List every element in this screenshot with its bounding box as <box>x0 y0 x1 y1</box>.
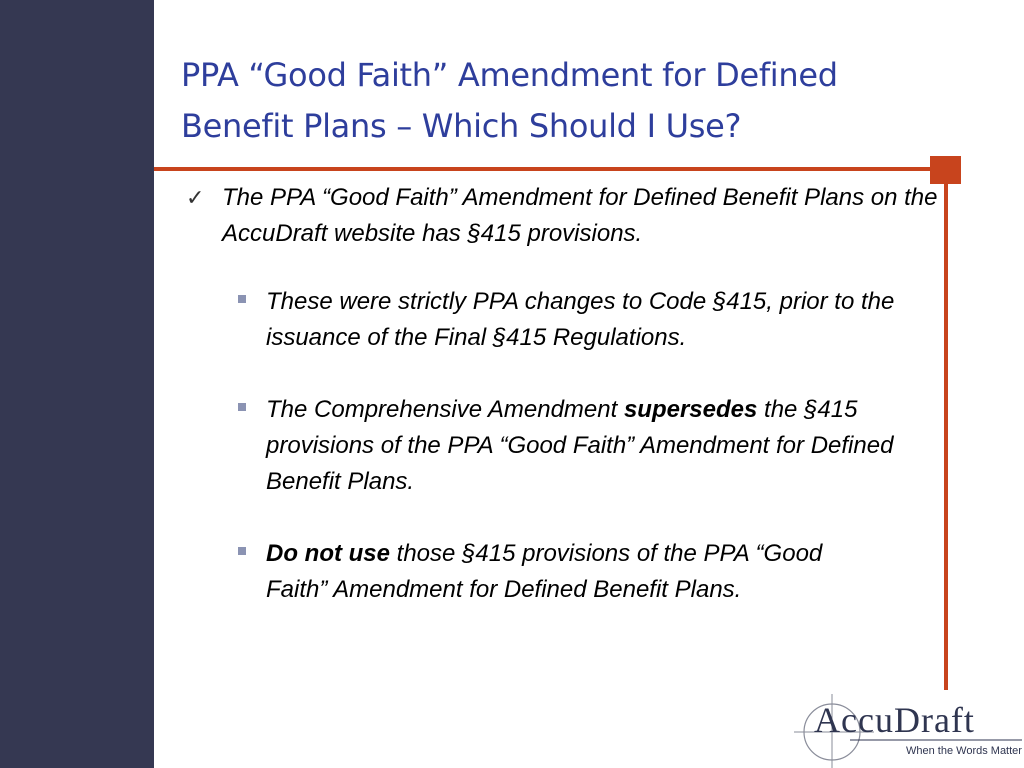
sub-point-2-post: the §415 provisions of the PPA “Good Faith” Amendment for Defined Benefit Plans. <box>266 396 894 495</box>
square-bullet-icon <box>238 295 246 303</box>
title-line-2: Benefit Plans – Which Should I Use? <box>181 107 742 145</box>
sub-point-3-bold: Do not use <box>266 540 390 567</box>
main-point: The PPA “Good Faith” Amendment for Defined Benefit Plans on the AccuDraft website has §415 provisions. <box>222 184 938 247</box>
title-divider <box>154 167 930 171</box>
square-bullet-icon <box>238 547 246 555</box>
square-bullet-icon <box>238 403 246 411</box>
left-sidebar-band <box>0 0 154 768</box>
sub-point-2-pre: The Comprehensive Amendment <box>266 396 624 423</box>
slide-title <box>181 50 961 152</box>
sub-point-1: These were strictly PPA changes to Code §415, prior to the issuance of the Final §415 Regulations. <box>266 288 895 351</box>
title-line-1: PPA “Good Faith” Amendment for Defined <box>181 56 838 94</box>
sub-point-3-post: those §415 provisions of the PPA “Good Faith” Amendment for Defined Benefit Plans. <box>266 540 823 603</box>
sub-point-2 <box>266 392 946 500</box>
logo-tagline: When the Words Matter <box>906 745 1022 757</box>
sub-point-3 <box>266 536 886 608</box>
logo-wordmark: AccuDraft <box>814 700 975 740</box>
sub-point-2-bold: supersedes <box>623 396 758 423</box>
checkmark-icon: ✓ <box>186 185 205 210</box>
